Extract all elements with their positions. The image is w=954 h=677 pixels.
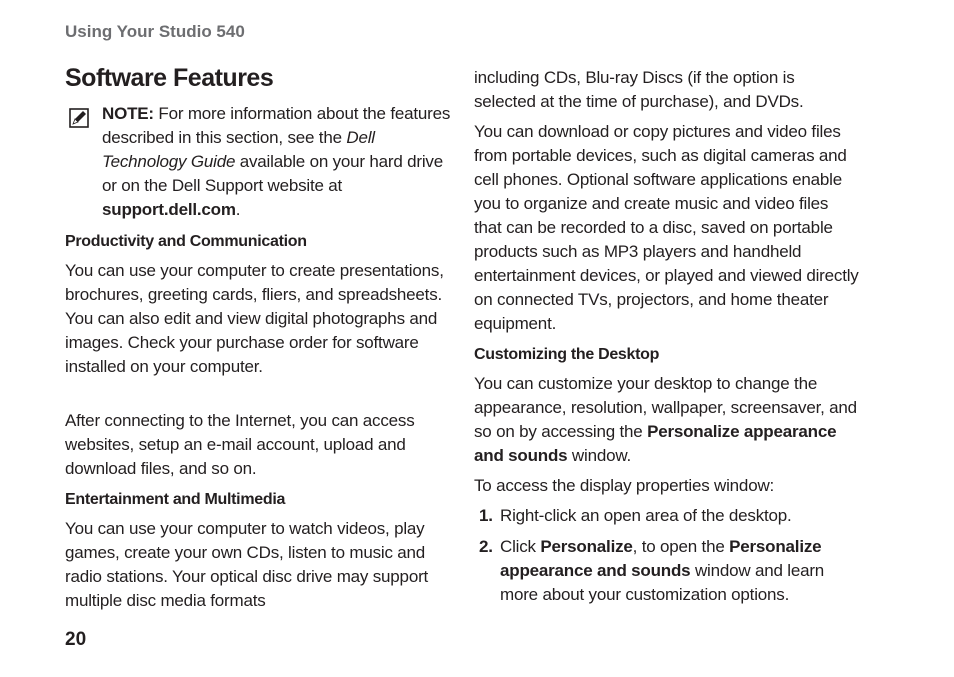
entertainment-paragraph-3: You can download or copy pictures and video files from portable devices, such as digital cameras and cell phones. Optional software applications enable you to organize and create music and video files that can be recorded to a disc, saved on portable products such as MP3 players and handheld entertainment devices, or played and viewed directly on connected TVs, projectors, and home theater equipment. [474, 122, 859, 333]
note-block [65, 102, 455, 222]
pencil-note-icon [69, 108, 89, 128]
entertainment-paragraph-2: including CDs, Blu-ray Discs (if the option is selected at the time of purchase), and DVDs. [474, 68, 804, 111]
note-guide-title: Dell Technology Guide [102, 128, 375, 171]
step-2-b: Personalize [540, 537, 633, 556]
productivity-paragraph-2: After connecting to the Internet, you can access websites, setup an e-mail account, upload and download files, and so on. [65, 411, 415, 478]
desktop-paragraph-1a: You can customize your desktop to change the appearance, resolution, wallpaper, screensaver, and so on by accessing the [474, 374, 857, 441]
step-2 [474, 535, 874, 607]
heading-desktop: Customizing the Desktop [474, 346, 660, 363]
note-text-3: . [235, 200, 241, 219]
step-1 [474, 504, 874, 528]
step-2-number: 2. [479, 537, 493, 556]
note-text-2: available on your hard drive or on the Dell Support website at [102, 152, 443, 195]
note-text [102, 102, 455, 222]
step-2-a: Click [500, 537, 541, 556]
step-2-d: Personalize appearance and sounds [500, 537, 822, 580]
step-2-e: window and learn more about your customization options. [500, 561, 825, 604]
heading-productivity: Productivity and Communication [65, 233, 307, 250]
note-text-1: For more information about the features described in this section, see the [102, 104, 451, 147]
support-link[interactable]: support.dell.com [102, 200, 236, 219]
desktop-paragraph-1c: window. [567, 446, 632, 465]
running-header: Using Your Studio 540 [65, 22, 245, 41]
note-label: NOTE: [102, 104, 154, 123]
page-number: 20 [65, 629, 87, 650]
heading-entertainment: Entertainment and Multimedia [65, 491, 286, 508]
step-2-c: , to open the [632, 537, 730, 556]
step-2-text [500, 535, 850, 607]
step-1-number: 1. [479, 506, 493, 525]
page-title: Software Features [65, 64, 274, 92]
desktop-paragraph-1 [474, 372, 869, 468]
desktop-paragraph-1b: Personalize appearance and sounds [474, 422, 837, 465]
step-1-text: Right-click an open area of the desktop. [500, 506, 792, 525]
entertainment-paragraph-1: You can use your computer to watch videos, play games, create your own CDs, listen to music and radio stations. Your optical disc drive may support multiple disc media formats [65, 519, 429, 610]
desktop-paragraph-2: To access the display properties window: [474, 476, 775, 495]
productivity-paragraph-1: You can use your computer to create presentations, brochures, greeting cards, fliers, and spreadsheets. You can also edit and view digital photographs and images. Check your purchase order for software installed on your computer. [65, 261, 444, 376]
